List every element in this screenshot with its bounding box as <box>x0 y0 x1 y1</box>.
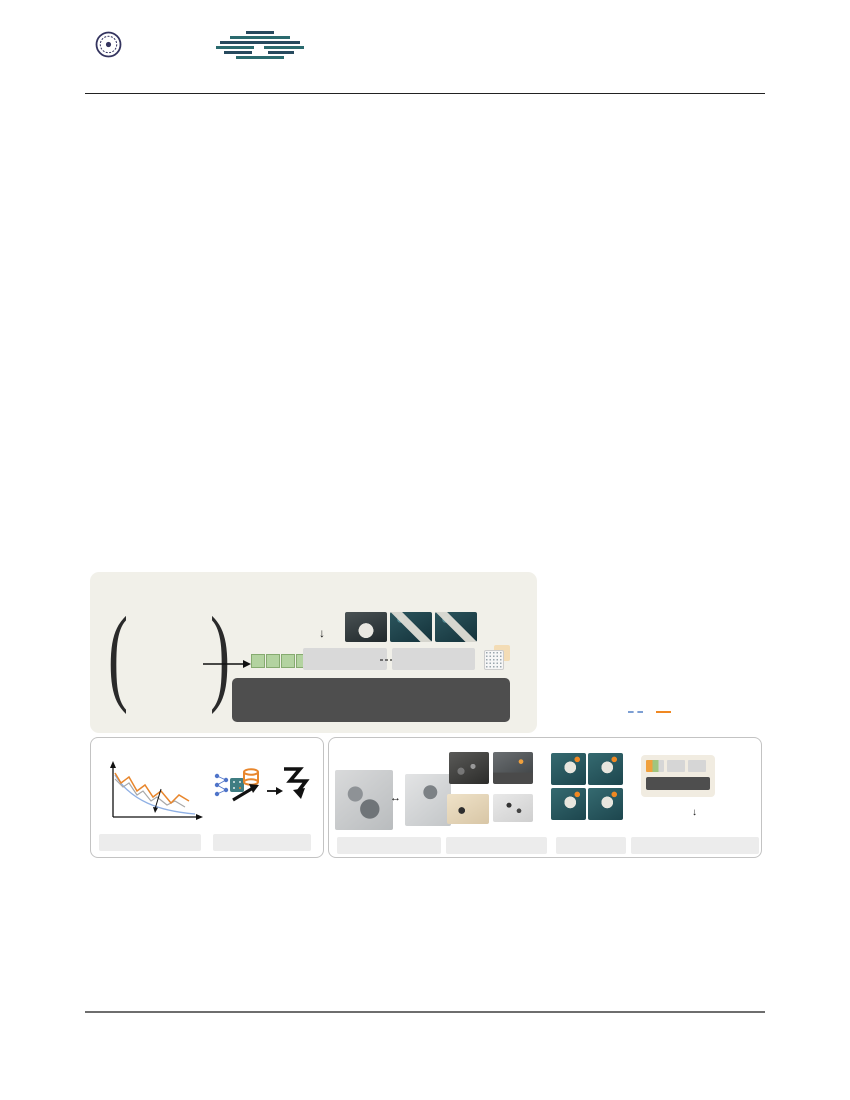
token-square <box>266 654 280 668</box>
badge-scalable-training <box>213 834 311 851</box>
bracket-right-icon <box>210 610 230 702</box>
vision-encoder-box <box>392 648 475 670</box>
radar-legend <box>535 706 767 716</box>
shlab-stripes-icon <box>216 30 304 62</box>
camera-image-3 <box>435 612 477 642</box>
token-square <box>251 654 265 668</box>
arrow-right-icon <box>203 659 251 669</box>
adaptation-panel <box>328 737 762 858</box>
badge-cross-robot <box>337 837 441 854</box>
swap-arrow-icon <box>390 792 401 804</box>
loss-curve-chart <box>97 757 211 835</box>
legend-baseline <box>628 706 646 716</box>
dexterous-photo-1 <box>551 753 586 785</box>
mini-transformer-bar <box>646 777 710 790</box>
calvin-photo <box>493 752 533 784</box>
robot-photos <box>335 766 451 832</box>
badge-prefix-tuning <box>631 837 759 854</box>
mini-prompt-tiles <box>646 760 706 772</box>
soft-prompt-tokens <box>251 654 310 668</box>
robot-photo-2 <box>405 774 451 826</box>
ours-line-swatch <box>656 711 671 713</box>
vlabench-photo <box>447 794 489 824</box>
bracket-left-icon <box>108 610 128 702</box>
transformer-block <box>232 678 510 722</box>
token-square <box>281 654 295 668</box>
mini-tile <box>646 760 664 772</box>
badge-dexterous <box>556 837 626 854</box>
legend-ours <box>656 706 674 716</box>
robotwin-photo <box>493 794 533 822</box>
dexterous-photo-2 <box>588 753 623 785</box>
badge-enhanced-pretraining <box>99 834 201 851</box>
pretraining-panel <box>90 737 324 858</box>
arrow-down-icon <box>319 626 325 640</box>
libero-photo <box>449 752 489 784</box>
radar-chart <box>525 543 775 715</box>
baseline-line-swatch <box>628 711 643 713</box>
model-data-scale-icon <box>213 766 261 802</box>
pretrained-vlm-box <box>303 648 387 670</box>
noisy-action-tile <box>484 650 504 670</box>
arrow-down-icon <box>692 807 697 818</box>
prefix-tuning-diagram <box>641 755 715 797</box>
camera-image-1 <box>345 612 387 642</box>
architecture-panel <box>90 572 537 733</box>
camera-image-2 <box>390 612 432 642</box>
tsinghua-emblem-icon <box>95 31 122 58</box>
dexterous-photo-3 <box>551 788 586 820</box>
robot-photo-1 <box>335 770 393 830</box>
mini-tile <box>688 760 706 772</box>
error-drop-zigzag-icon <box>281 766 317 802</box>
dexterous-photo-4 <box>588 788 623 820</box>
header-divider <box>85 93 765 94</box>
badge-cross-task <box>446 837 547 854</box>
mini-tile <box>667 760 685 772</box>
footer-divider <box>85 1011 765 1013</box>
